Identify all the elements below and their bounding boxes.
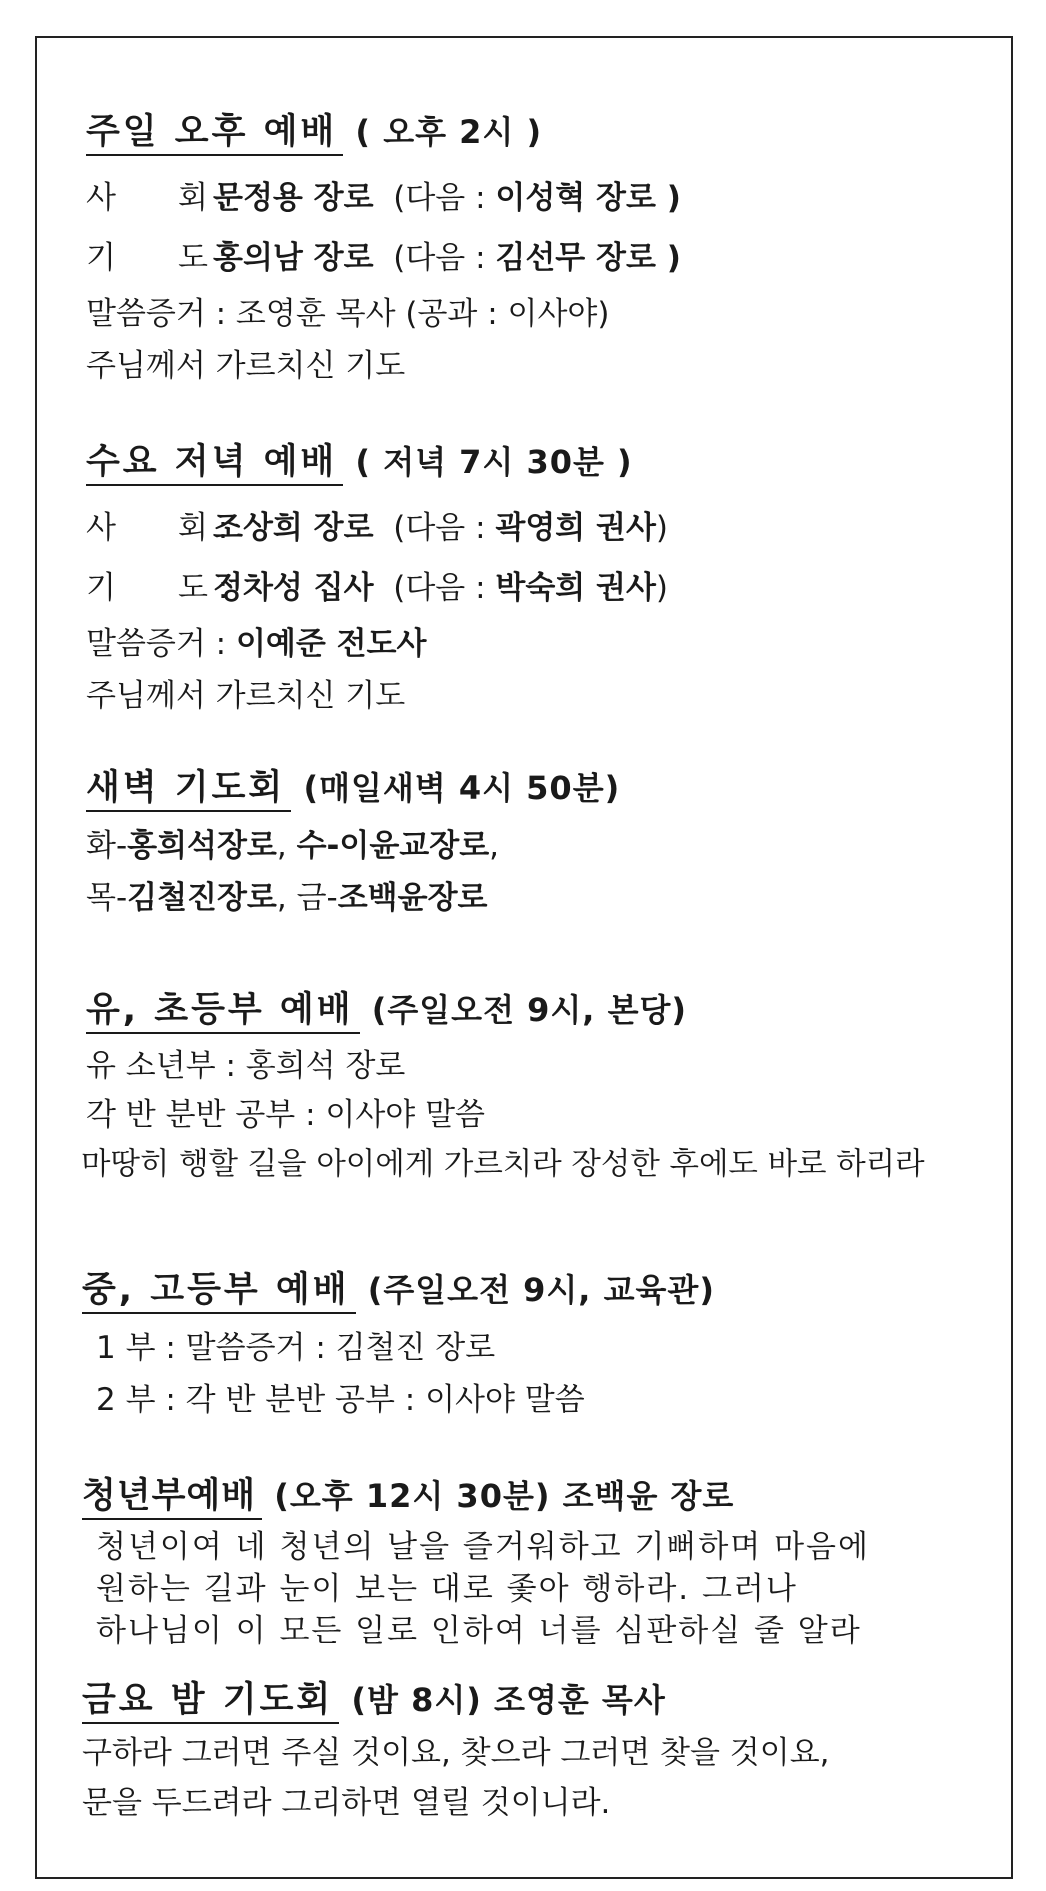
prayer-line: 기 도 :정차성 집사 (다음 : 박숙희 권사) [86,570,669,606]
wednesday-evening-section [86,440,1046,722]
children-line-1: 유 소년부 : 홍희석 장로 [86,1048,406,1084]
children-line-3: 마땅히 행할 길을 아이에게 가르치라 장성한 후에도 바로 하리라 [81,1147,925,1182]
leader-line: 사 회 :조상희 장로 (다음 : 곽영희 권사) [86,510,669,546]
section-header [82,1268,1046,1314]
friday-line-2: 문을 두드려라 그리하면 열릴 것이니라. [82,1785,611,1821]
section-header [86,110,1046,156]
friday-night-section [82,1678,1046,1828]
dawn-line-2: 목-김철진장로, 금-조백윤장로 [86,880,488,916]
section-time: (밤 8시) 조영훈 목사 [351,1681,666,1719]
youth-line-2: 2 부 : 각 반 분반 공부 : 이사야 말씀 [96,1382,585,1418]
sermon-name: 이예준 전도사 [235,626,427,662]
leader-name: 문정용 장로 [213,180,374,216]
section-time: ( 오후 2시 ) [355,113,543,151]
dawn-prayer-section [86,766,1046,924]
section-header [86,988,1046,1034]
section-time: ( 저녁 7시 30분 ) [355,443,633,481]
youth-section [82,1268,1046,1426]
section-header [82,1678,1046,1724]
friday-line-1: 구하라 그러면 주실 것이요, 찾으라 그러면 찾을 것이요, [82,1735,830,1771]
section-title: 청년부예배 [82,1474,262,1520]
prayer-next-name: 김선무 장로 ) [495,240,681,276]
leader-name: 조상희 장로 [213,510,374,546]
section-header [86,766,1046,812]
children-line-2: 각 반 분반 공부 : 이사야 말씀 [86,1097,485,1133]
leader-next-name: 곽영희 권사 [495,510,656,546]
sermon-line: 말씀증거 : 이예준 전도사 [86,626,427,662]
youth-line-1: 1 부 : 말씀증거 : 김철진 장로 [96,1330,496,1366]
prayer-line: 기 도 :홍의남 장로 (다음 : 김선무 장로 ) [86,240,681,276]
young-adult-line-1: 청년이여 네 청년의 날을 즐거워하고 기뻐하며 마음에 [96,1529,870,1565]
closing-line: 주님께서 가르치신 기도 [86,678,406,714]
section-header [82,1474,1046,1520]
section-time: (주일오전 9시, 교육관) [367,1271,715,1309]
section-title: 유, 초등부 예배 [86,988,360,1034]
section-title: 금요 밤 기도회 [82,1678,339,1724]
section-time: (주일오전 9시, 본당) [371,991,688,1029]
leader-next-name: 이성혁 장로 ) [495,180,681,216]
section-title: 수요 저녁 예배 [86,440,343,486]
children-section [81,988,1046,1189]
section-header [86,440,1046,486]
section-title: 주일 오후 예배 [86,110,343,156]
section-time: (오후 12시 30분) 조백윤 장로 [274,1477,735,1515]
young-adult-section [82,1474,1046,1652]
young-adult-line-2: 원하는 길과 눈이 보는 대로 좇아 행하라. 그러나 [96,1571,798,1607]
prayer-name: 정차성 집사 [213,570,374,606]
bulletin-frame [35,36,1013,1879]
closing-line: 주님께서 가르치신 기도 [86,348,406,384]
section-title: 새벽 기도회 [86,766,291,812]
sermon-line: 말씀증거 : 조영훈 목사 (공과 : 이사야) [86,296,610,332]
sunday-afternoon-section [86,110,1046,392]
prayer-next-name: 박숙희 권사 [495,570,656,606]
section-title: 중, 고등부 예배 [82,1268,356,1314]
leader-line: 사 회 :문정용 장로 (다음 : 이성혁 장로 ) [86,180,681,216]
dawn-line-1: 화-홍희석장로, 수-이윤교장로, [86,828,499,864]
section-time: (매일새벽 4시 50분) [303,769,621,807]
young-adult-line-3: 하나님이 이 모든 일로 인하여 너를 심판하실 줄 알라 [96,1613,862,1649]
prayer-name: 홍의남 장로 [213,240,374,276]
